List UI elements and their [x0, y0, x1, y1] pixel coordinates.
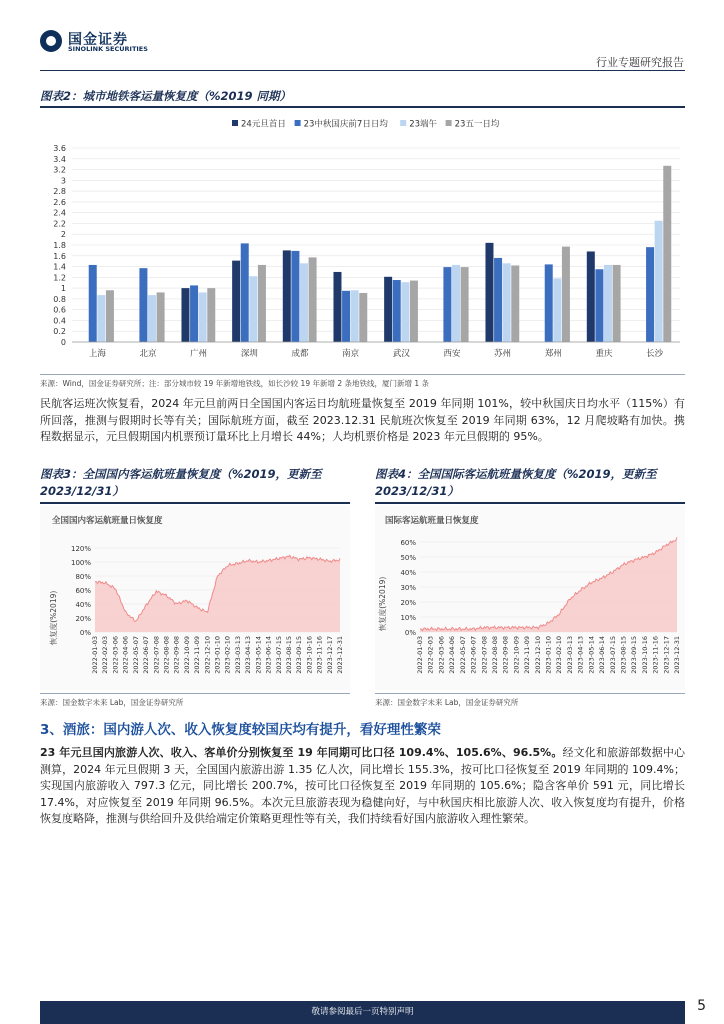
x-tick-label: 2023-04-13	[576, 636, 585, 674]
legend-label: 23中秋国庆前7日日均	[303, 119, 388, 130]
y-tick-label: 0%	[79, 629, 91, 637]
x-tick-label: 苏州	[494, 349, 512, 359]
bar	[655, 221, 663, 342]
y-tick-label: 3	[60, 176, 66, 186]
bar	[89, 265, 97, 342]
x-tick-label: 2023-09-15	[630, 636, 639, 674]
x-tick-label: 成都	[291, 349, 309, 359]
x-tick-label: 2023-12-17	[662, 636, 671, 674]
x-tick-label: 2022-11-09	[523, 636, 532, 674]
bar	[384, 277, 392, 342]
bar	[613, 265, 621, 342]
x-tick-label: 2022-08-08	[490, 636, 499, 674]
x-tick-label: 2023-11-16	[315, 636, 324, 674]
chart-bars	[89, 166, 672, 342]
chart-x-axis	[89, 348, 664, 359]
x-tick-label: 广州	[190, 349, 208, 359]
y-tick-label: 50%	[400, 554, 416, 562]
x-tick-label: 2023-05-14	[254, 636, 263, 674]
figure4-source-rule	[375, 693, 685, 694]
bar	[503, 263, 511, 342]
x-tick-label: 2023-02-10	[223, 636, 232, 674]
legend-label: 23五一日均	[454, 119, 500, 130]
bar	[595, 269, 603, 342]
x-tick-label: 2022-10-09	[182, 636, 191, 674]
y-tick-label: 30%	[400, 584, 416, 592]
chart-y-label: 恢复度(%2019)	[49, 590, 58, 646]
figure2-title: 图表2：城市地铁客运量恢复度（%2019 同期）	[40, 89, 292, 103]
y-tick-label: 0.4	[53, 316, 66, 326]
chart-title: 全国国内客运航班量日恢复度	[52, 516, 163, 526]
y-tick-label: 1.8	[53, 241, 66, 250]
page-number: 5	[697, 998, 706, 1014]
bar	[249, 276, 257, 342]
metro-bar-chart	[40, 110, 685, 372]
figure4-source: 来源：国金数字未来 Lab，国金证券研究所	[375, 698, 519, 707]
bar	[342, 291, 350, 342]
legend-swatch	[400, 120, 406, 126]
x-tick-label: 2022-06-07	[469, 636, 478, 674]
x-tick-label: 2023-03-13	[233, 636, 242, 674]
chart-y-label: 恢复度(%2019)	[378, 576, 387, 632]
x-tick-label: 上海	[88, 349, 106, 359]
x-tick-label: 2022-08-08	[162, 636, 171, 674]
bar	[300, 263, 308, 342]
logo-text-en: SINOLINK SECURITIES	[68, 45, 148, 53]
bar	[333, 272, 341, 342]
y-tick-label: 0.6	[53, 305, 66, 315]
y-tick-label: 40%	[75, 601, 91, 609]
international-flight-chart	[375, 506, 685, 690]
y-tick-label: 20%	[75, 615, 91, 623]
domestic-flight-chart	[40, 506, 350, 690]
x-tick-label: 2022-04-06	[121, 636, 130, 674]
bar	[461, 267, 469, 342]
x-tick-label: 2023-06-14	[598, 636, 607, 674]
x-tick-label: 2022-12-10	[203, 636, 212, 674]
section3-lead: 23 年元旦国内旅游人次、收入、客单价分别恢复至 19 年同期可比口径 109.4%、105.6%、96.5%。	[40, 746, 563, 759]
x-tick-label: 2022-04-06	[448, 636, 457, 674]
figure2-source: 来源：Wind，国金证券研究所；注：部分城市较 19 年新增地铁线，如长沙较 19 年新增 2 条地铁线，厦门新增 1 条	[40, 379, 430, 388]
y-tick-label: 2	[60, 230, 66, 240]
figure2-source-rule	[40, 374, 685, 375]
bar	[359, 293, 367, 342]
x-tick-label: 2023-06-14	[264, 636, 273, 674]
bar	[291, 251, 299, 342]
legend-swatch	[295, 120, 301, 126]
bar	[401, 282, 409, 342]
y-tick-label: 100%	[70, 559, 91, 567]
x-tick-label: 2023-10-16	[640, 636, 649, 674]
bar	[494, 258, 502, 342]
footer-disclaimer: 敬请参阅最后一页特别声明	[311, 1007, 414, 1017]
bar	[443, 267, 451, 342]
x-tick-label: 2022-02-03	[426, 636, 435, 674]
chart-title: 国际客运航班量日恢复度	[385, 516, 479, 526]
x-tick-label: 2022-05-07	[458, 636, 467, 674]
legend-label: 24元旦首日	[241, 119, 286, 130]
x-tick-label: 2022-05-07	[131, 636, 140, 674]
bar	[485, 243, 493, 342]
bar	[97, 295, 105, 342]
bar	[199, 292, 207, 342]
bar	[393, 280, 401, 342]
bar	[511, 265, 519, 342]
x-tick-label: 2023-03-13	[565, 636, 574, 674]
bar	[283, 250, 291, 342]
x-tick-label: 2023-12-31	[673, 636, 681, 674]
bar	[663, 166, 671, 342]
chart-legend	[232, 119, 500, 130]
x-tick-label: 2023-02-10	[555, 636, 564, 674]
x-tick-label: 2023-08-15	[284, 636, 293, 674]
y-tick-label: 80%	[75, 573, 91, 581]
x-tick-label: 2022-09-08	[501, 636, 510, 674]
x-tick-label: 2023-09-15	[295, 636, 304, 674]
y-tick-label: 20%	[400, 599, 416, 607]
y-tick-label: 60%	[75, 587, 91, 595]
y-tick-label: 40%	[400, 569, 416, 577]
x-tick-label: 2022-01-03	[91, 636, 99, 674]
x-tick-label: 2022-09-08	[172, 636, 181, 674]
y-tick-label: 1.2	[53, 273, 66, 283]
y-tick-label: 0%	[404, 629, 416, 637]
bar	[562, 247, 570, 342]
x-tick-label: 2022-11-09	[193, 636, 202, 674]
x-tick-label: 2022-02-03	[101, 636, 110, 674]
section3-body: 经文化和旅游部数据中心测算，2024 年元旦假期 3 天，全国国内旅游出游 1.35 亿人次，同比增长 155.3%，按可比口径恢复至 2019 年同期的 109.4%；实现国内旅游收入 797.3 亿元，同比增长 200.7%，按可比口径恢复至 2019 年同期的 105.6%；隐含客单价 591 元，同比增长 17.4%，对应恢复至 2019 年同期 96.5%。本次元旦旅游表现为稳健向好，与中秋国庆相比旅游人次、收入恢复度均有提升，价格恢复度略降，推测与供给回升及供给端定价策略更理性等有关，我们持续看好国内旅游收入理性繁荣。	[40, 746, 685, 825]
bar	[139, 268, 147, 342]
x-tick-label: 郑州	[544, 349, 562, 359]
x-tick-label: 2023-10-16	[305, 636, 314, 674]
x-tick-label: 重庆	[595, 349, 613, 359]
legend-swatch	[232, 120, 238, 126]
x-tick-label: 2023-04-13	[244, 636, 253, 674]
x-tick-label: 2023-01-10	[213, 636, 222, 674]
bar	[157, 292, 165, 342]
y-tick-label: 120%	[70, 545, 91, 553]
bar	[553, 278, 561, 342]
y-tick-label: 0	[60, 338, 66, 347]
x-tick-label: 2022-03-06	[437, 636, 446, 674]
x-tick-label: 北京	[139, 349, 157, 359]
x-tick-label: 2023-07-15	[608, 636, 617, 674]
y-tick-label: 10%	[400, 614, 416, 622]
x-tick-label: 2022-06-07	[142, 636, 151, 674]
figure3-source-rule	[40, 693, 350, 694]
y-tick-label: 0.2	[53, 327, 66, 337]
figure4-title: 图表4：全国国际客运航班量恢复度（%2019，更新至 2023/12/31）	[375, 467, 657, 498]
figure3-title-rule	[40, 502, 350, 504]
x-tick-label: 2022-12-10	[533, 636, 542, 674]
bar	[148, 295, 156, 342]
y-tick-label: 3.2	[53, 165, 66, 175]
bar	[106, 290, 114, 342]
y-tick-label: 1.6	[53, 251, 66, 261]
bar	[232, 261, 240, 342]
figure3-title: 图表3：全国国内客运航班量恢复度（%2019，更新至 2023/12/31）	[40, 467, 322, 498]
x-tick-label: 2022-03-06	[111, 636, 120, 674]
x-tick-label: 2023-07-15	[274, 636, 283, 674]
y-tick-label: 1.4	[53, 262, 66, 272]
bar	[181, 288, 189, 342]
y-tick-label: 2.8	[53, 187, 66, 197]
bar	[646, 247, 654, 342]
y-tick-label: 0.8	[53, 294, 66, 304]
x-tick-label: 2022-01-03	[416, 636, 424, 674]
bar	[410, 281, 418, 342]
x-tick-label: 武汉	[392, 349, 410, 359]
x-tick-label: 2022-07-08	[480, 636, 489, 674]
x-tick-label: 西安	[443, 349, 461, 359]
bar	[309, 257, 317, 342]
paragraph-aviation: 民航客运班次恢复看，2024 年元旦前两日全国国内客运日均航班量恢复至 2019 年同期 101%，较中秋国庆日均水平（115%）有所回落，推测与假期时长等有关；国际航班方面，截至 2023.12.31 民航班次恢复至 2019 年同期 63%，12 月爬坡略有加快。携程数据显示，元旦假期国内机票预订量环比上月增长 44%；人均机票价格是 2023 年元旦假期的 95%。	[40, 397, 685, 443]
figure4-title-rule	[375, 502, 685, 504]
section3-heading: 3、酒旅：国内游人次、收入恢复度较国庆均有提升，看好理性繁荣	[40, 722, 441, 738]
y-tick-label: 3.4	[53, 154, 66, 164]
bar	[604, 265, 612, 342]
logo-text-cn: 国金证券	[68, 32, 128, 48]
legend-label: 23端午	[409, 119, 438, 130]
x-tick-label: 2023-08-15	[619, 636, 628, 674]
x-tick-label: 2023-12-31	[336, 636, 344, 674]
x-tick-label: 2023-12-17	[325, 636, 334, 674]
section3-paragraph	[40, 745, 685, 828]
y-tick-label: 1	[60, 284, 66, 294]
bar	[351, 290, 359, 342]
figure2-title-rule	[40, 106, 685, 108]
bar	[587, 251, 595, 342]
figure3-source: 来源：国金数字未来 Lab，国金证券研究所	[40, 698, 184, 707]
x-tick-label: 深圳	[240, 349, 258, 359]
x-tick-label: 长沙	[646, 349, 664, 359]
bar	[207, 288, 215, 342]
bar	[452, 265, 460, 342]
legend-swatch	[446, 120, 452, 126]
y-tick-label: 2.2	[53, 219, 66, 229]
bar	[241, 243, 249, 342]
logo-icon	[40, 30, 62, 52]
x-tick-label: 2023-05-14	[587, 636, 596, 674]
x-tick-label: 2022-07-08	[152, 636, 161, 674]
bar	[258, 265, 266, 342]
report-type: 行业专题研究报告	[596, 56, 684, 69]
bar	[545, 264, 553, 342]
bar	[190, 285, 198, 342]
y-tick-label: 2.4	[53, 208, 66, 218]
y-tick-label: 60%	[400, 539, 416, 547]
x-tick-label: 南京	[342, 349, 360, 359]
y-tick-label: 3.6	[53, 144, 66, 153]
x-tick-label: 2023-11-16	[651, 636, 660, 674]
y-tick-label: 2.6	[53, 197, 66, 207]
header-divider	[40, 70, 685, 71]
x-tick-label: 2022-10-09	[512, 636, 521, 674]
x-tick-label: 2023-01-10	[544, 636, 553, 674]
